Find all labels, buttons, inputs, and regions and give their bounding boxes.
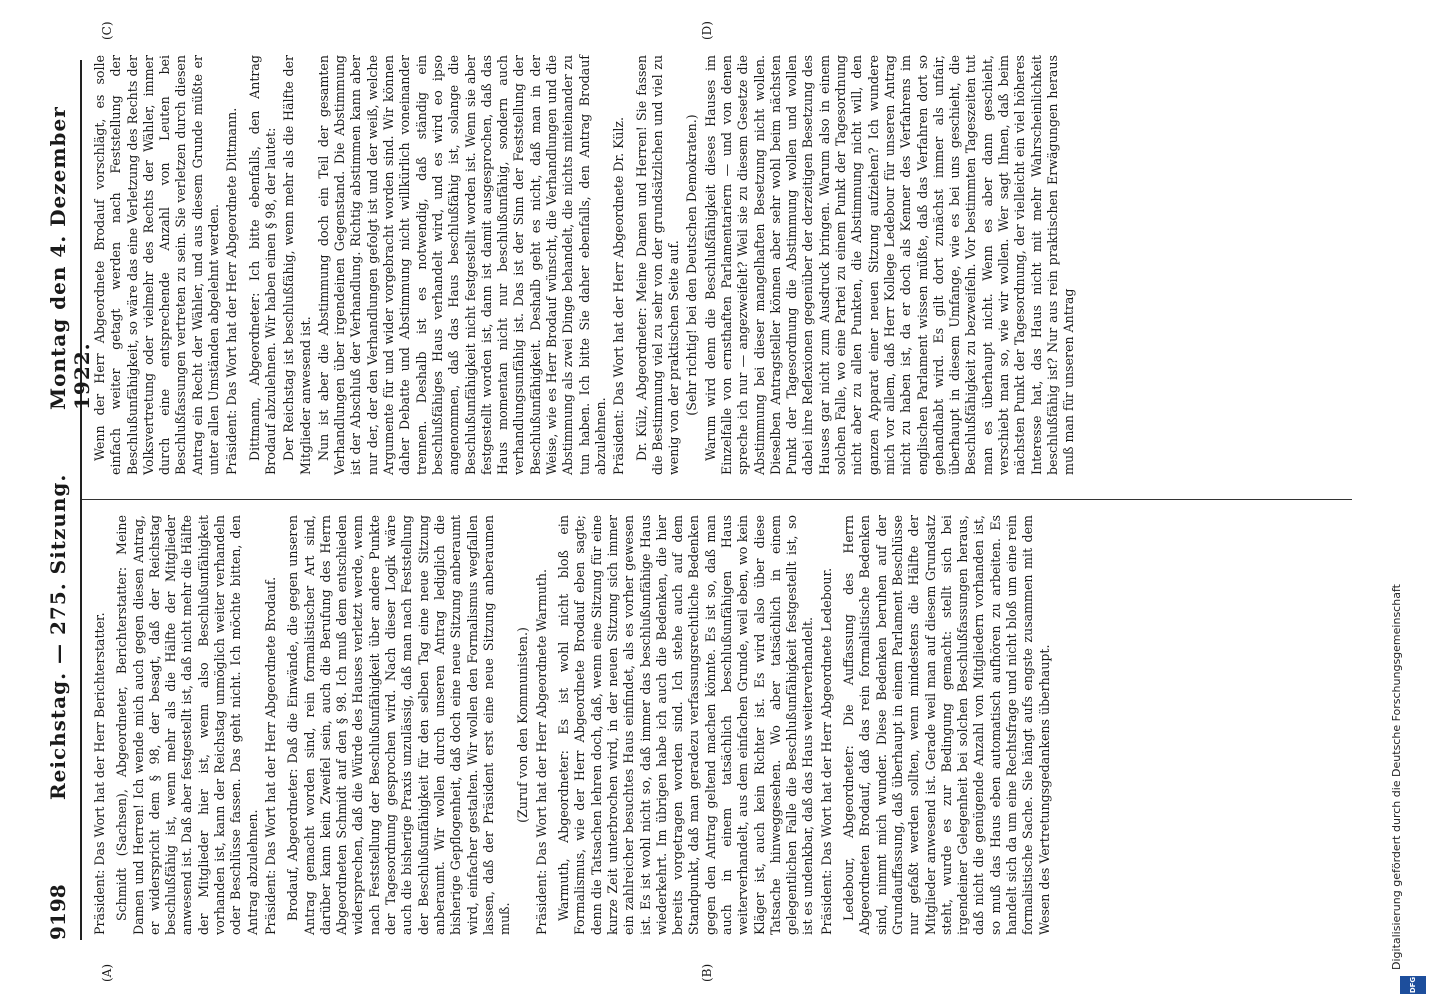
speech-paragraph: Ledebour, Abgeordneter: Die Auffassung des Herrn Abgeordneten Brodauf, daß das rein formalistische Bedenken sind, nimmt mich wunder. Diese Bedenken beruhen auf der Grundauffassung, daß überhaupt in einem Parlament Beschlüsse nur gefaßt werden sollten, wenn mindestens die Hälfte der Mitglieder anwesend ist. Gerade weil man auf diesem Grundsatz steht, wurde es zur Bedingung gemacht: stellt sich bei irgendeiner Gelegenheit bei solchen Beschlußfassungen heraus, daß nicht die genügende Anzahl von Mitgliedern vorhanden ist, so muß das Haus eben automatisch aufhören zu arbeiten. Es handelt sich da um eine Rechtsfrage und nicht bloß um eine rein formalistische Sache. Sie hängt aufs engste zusammen mit dem Wesen des Vertretungsgedankens überhaupt. <box>841 515 1052 935</box>
page-number: 9198 <box>46 884 70 940</box>
interjection: (Zuruf von den Kommunisten.) <box>515 627 531 823</box>
speech-paragraph: Dittmann, Abgeordneter: Ich bitte ebenfalls, den Antrag Brodauf abzulehnen. Wir haben einen § 98, der lautet: <box>246 55 278 475</box>
speaker-paragraph: Präsident: Das Wort hat der Herr Abgeordnete Ledebour. <box>818 567 834 935</box>
speaker-paragraph: Präsident: Das Wort hat der Herr Abgeordnete Brodauf. <box>262 576 278 935</box>
header-title-right: Montag den 4. Dezember 1922. <box>46 106 94 410</box>
quoted-paragraph: Der Reichstag ist beschlußfähig, wenn mehr als die Hälfte der Mitglieder anwesend ist. <box>281 55 313 475</box>
speaker-paragraph: Präsident: Das Wort hat der Herr Berichterstatter. <box>92 612 107 935</box>
interjection: (Sehr richtig! bei den Deutschen Demokraten.) <box>684 114 700 416</box>
speaker-paragraph: Präsident: Das Wort hat der Herr Abgeordnete Dittmann. <box>224 107 240 475</box>
header-title-left: Reichstag. — 275. Sitzung. <box>46 473 70 800</box>
column-divider <box>82 499 1352 500</box>
speech-paragraph: Nun ist aber die Abstimmung doch ein Teil der gesamten Verhandlungen über irgendeinen Gegenstand. Die Abstimmung ist der Abschluß der Verhandlung. Richtig abstimmen kann aber nur der, der den Verhandlungen gefolgt ist und der weiß, welche Argumente für und wider vorgebracht worden sind. Wir können daher Debatte und Abstimmung nicht willkürlich voneinander trennen. Deshalb ist es notwendig, daß ständig ein beschlußfähiges Haus verhandelt wird, und es wird eo ipso angenommen, daß das Haus beschlußfähig ist, solange die Beschlußunfähigkeit nicht festgestellt worden ist. Wenn sie aber festgestellt worden ist, dann ist damit ausgesprochen, daß das Haus momentan nicht nur beschlußunfähig, sondern auch verhandlungsunfähig ist. Das ist der Sinn der Feststellung der Beschlußunfähigkeit. Deshalb geht es nicht, daß man in der Weise, wie es Herr Brodauf wünscht, die Verhandlungen und die Abstimmung als zwei Dinge behandelt, die nichts miteinander zu tun haben. Ich bitte Sie daher ebenfalls, den Antrag Brodauf abzulehnen. <box>315 55 608 475</box>
right-column <box>92 55 1080 475</box>
speech-paragraph: Brodauf, Abgeordneter: Daß die Einwände, die gegen unseren Antrag gemacht worden sind, rein formalistischer Art sind, darüber kann kein Zweifel sein, auch die Berufung des Herrn Abgeordneten Schmidt auf den § 98. Ich muß dem entschieden widersprechen, daß die Würde des Hauses verletzt werde, wenn nach Feststellung der Beschlußunfähigkeit über andere Punkte der Tagesordnung gesprochen wird. Nach dieser Logik wäre auch die bisherige Praxis unzulässig, daß man nach Feststellung der Beschlußunfähigkeit für den selben Tag eine neue Sitzung anberaumt. Wir wollen durch unseren Antrag lediglich die bisherige Gepflogenheit, daß doch eine neue Sitzung anberaumt wird, einfacher gestalten. Wir wollen den Formalismus wegfallen lassen, daß der Präsident erst eine neue Sitzung anberaumen muß. <box>285 515 513 935</box>
speaker-paragraph: Präsident: Das Wort hat der Herr Abgeordnete Dr. Külz. <box>611 116 627 475</box>
speech-paragraph: Wenn der Herr Abgeordnete Brodauf vorschlägt, es solle einfach weiter getagt werden nach Feststellung der Beschlußunfähigkeit, so wäre das eine Verletzung des Rechts der Volksvertretung oder vielmehr des Rechts der Wähler, immer durch eine entsprechende Anzahl von Leuten bei Beschlußfassungen vertreten zu sein. Sie verletzen durch diesen Antrag ein Recht der Wähler, und aus diesem Grunde müßte er unter allen Umständen abgelehnt werden. <box>92 55 222 475</box>
dfg-logo: DFG <box>1400 976 1426 994</box>
left-column <box>92 515 1055 935</box>
digitization-note: Digitalisierung gefördert durch die Deutsche Forschungsgemeinschaft <box>1390 584 1403 970</box>
speech-paragraph: Warum wird denn die Beschlußfähigkeit dieses Hauses im Einzelfalle von ernsthaften Parlamentariern — und von denen spreche ich nur — angezweifelt? Weil sie zu diesem Gesetze die Abstimmung bei dieser mangelhaften Besetzung nicht wollen. Dieselben Antragsteller können aber sehr wohl beim nächsten Punkt der Tagesordnung die Abstimmung wollen und wollen dabei ihre Reflexionen gegenüber der derzeitigen Besetzung des Hauses gar nicht zum Ausdruck bringen. Warum also in einem solchen Falle, wo eine Partei zu einem Punkt der Tagesordnung nicht aber zu allen Punkten, die Abstimmung nicht will, den ganzen Apparat einer neuen Sitzung aufziehen? Ich wundere mich vor allem, daß Herr Kollege Ledebour für unseren Antrag nicht zu haben ist, da er doch als Kenner des Verfahrens im englischen Parlament wissen müßte, daß das Verfahren dort so gehandhabt wird. Es gilt dort zunächst immer als unfair, überhaupt in diesem Umfange, wie es bei uns geschieht, die Beschlußfähigkeit zu bezweifeln. Vor bestimmten Tageszeiten tut man es überhaupt nicht. Wenn es aber dann geschieht, verschiebt man so, wie wir wollen. Wer sagt Ihnen, daß beim nächsten Punkt der Tagesordnung, der vielleicht ein viel höheres Interesse hat, das Haus nicht mit mehr Wahrscheinlichkeit beschlußfähig ist? Nur aus rein praktischen Erwägungen heraus muß man für unseren Antrag <box>702 55 1077 475</box>
margin-mark-c: (C) <box>100 21 114 40</box>
speech-paragraph: Schmidt (Sachsen), Abgeordneter, Berichterstatter: Meine Damen und Herren! Ich wende mich auch gegen diesen Antrag, er widerspricht dem § 98, der besagt, daß der Reichstag beschlußfähig ist, wenn mehr als die Hälfte der Mitglieder anwesend ist. Daß aber festgestellt ist, daß nicht mehr die Hälfte der Mitglieder hier ist, wenn also Beschlußunfähigkeit vorhanden ist, kann der Reichstag unmöglich weiter verhandeln oder Beschlüsse fassen. Das geht nicht. Ich möchte bitten, den Antrag abzulehnen. <box>114 515 260 935</box>
margin-mark-d: (D) <box>700 21 714 40</box>
page-header <box>40 60 94 940</box>
speech-paragraph: Dr. Külz, Abgeordneter: Meine Damen und Herren! Sie fassen die Bestimmung viel zu sehr von der grundsätzlichen und viel zu wenig von der praktischen Seite auf. <box>633 55 682 475</box>
margin-mark-a: (A) <box>100 963 114 982</box>
speech-paragraph: Warmuth, Abgeordneter: Es ist wohl nicht bloß ein Formalismus, wie der Herr Abgeordnete Brodauf eben sagte; denn die Tatsachen lehren doch, daß, wenn eine Sitzung für eine kurze Zeit unterbrochen wird, in der neuen Sitzung sich immer ein zahlreicher besuchtes Haus einfindet, als es vorher gewesen ist. Es ist wohl nicht so, daß immer das beschlußunfähige Haus wiederkehrt. Im übrigen habe ich auch die Bedenken, die hier bereits vorgetragen worden sind. Ich stehe auch auf dem Standpunkt, daß man geradezu verfassungsrechtliche Bedenken gegen den Antrag geltend machen könnte. Es ist so, daß man auch in einem tatsächlich beschlußunfähigen Haus weiterverhandelt, aus dem einfachen Grunde, weil eben, wo kein Kläger ist, auch kein Richter ist. Es wird also über diese Tatsache hinweggesehen. Wo aber tatsächlich in einem gelegentlichen Falle die Beschlußunfähigkeit festgestellt ist, so ist es undenkbar, daß das Haus weiterverhandelt. <box>556 515 816 935</box>
margin-mark-b: (B) <box>700 963 714 982</box>
speaker-paragraph: Präsident: Das Wort hat der Herr Abgeordnete Warmuth. <box>533 569 549 935</box>
